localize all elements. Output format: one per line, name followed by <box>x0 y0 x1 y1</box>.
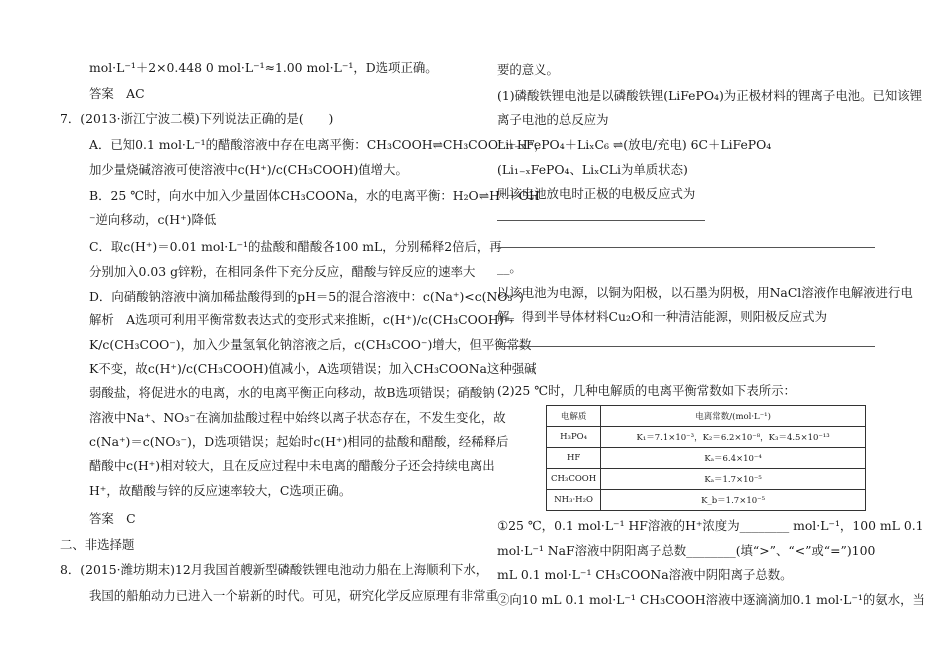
table-cell: HF <box>547 448 601 469</box>
analysis-line: K不变，故c(H⁺)/c(CH₃COOH)值减小，A选项错误；加入CH₃COONa这种强碱 <box>89 361 537 376</box>
text-line: 则该电池放电时正极的电极反应式为 <box>497 186 696 201</box>
analysis-line: H⁺，故醋酸与锌的反应速率较大，C选项正确。 <box>89 483 352 498</box>
table-row <box>547 427 866 448</box>
answer-blank[interactable] <box>497 247 875 248</box>
text-line: (Li₁₋ₓFePO₄、LiₓCLi为单质状态) <box>497 162 688 177</box>
table-row <box>547 469 866 490</box>
table-cell: Kₐ＝1.7×10⁻⁵ <box>601 469 866 490</box>
table-header-row <box>547 406 866 427</box>
table-cell: H₃PO₄ <box>547 427 601 448</box>
text-line: mol·L⁻¹ NaF溶液中阴阳离子总数________(填“>”、“<”或“=”)100 <box>497 543 876 558</box>
text-line: mL 0.1 mol·L⁻¹ CH₃COONa溶液中阴阳离子总数。 <box>497 567 793 582</box>
table-row <box>547 448 866 469</box>
text-line: 要的意义。 <box>497 62 559 77</box>
table-row <box>547 490 866 511</box>
answer-line: 答案 AC <box>89 86 145 101</box>
text-line: ①25 ℃，0.1 mol·L⁻¹ HF溶液的H⁺浓度为________ mol·L⁻¹，100 mL 0.1 <box>497 518 924 533</box>
text-line: ⁻逆向移动，c(H⁺)降低 <box>89 212 217 227</box>
table-cell: CH₃COOH <box>547 469 601 490</box>
text-line: mol·L⁻¹＋2×0.448 0 mol·L⁻¹≈1.00 mol·L⁻¹，D选项正确。 <box>89 60 438 75</box>
option-a: A．已知0.1 mol·L⁻¹的醋酸溶液中存在电离平衡：CH₃COOH⇌CH₃COO⁻＋H⁺， <box>89 137 547 152</box>
ionization-constants-table <box>546 405 866 511</box>
text-line: 解，得到半导体材料Cu₂O和一种清洁能源，则阳极反应式为 <box>497 309 827 324</box>
reaction-equation: Li₁₋ₓFePO₄＋LiₓC₆ ⇌(放电/充电) 6C＋LiFePO₄ <box>497 137 772 152</box>
text-line: 加少量烧碱溶液可使溶液中c(H⁺)/c(CH₃COOH)值增大。 <box>89 162 408 177</box>
answer-blank[interactable] <box>497 346 875 347</box>
question-title: 7．(2013·浙江宁波二模)下列说法正确的是( ) <box>60 111 334 126</box>
table-cell: NH₃·H₂O <box>547 490 601 511</box>
analysis-line: 解析 A选项可利用平衡常数表达式的变形式来推断，c(H⁺)/c(CH₃COOH)＝ <box>89 312 516 327</box>
table-header-cell: 电解质 <box>547 406 601 427</box>
analysis-line: K/c(CH₃COO⁻)，加入少量氢氧化钠溶液之后，c(CH₃COO⁻)增大，但平衡常数 <box>89 337 532 352</box>
analysis-line: 醋酸中c(H⁺)相对较大，且在反应过程中未电离的醋酸分子还会持续电离出 <box>89 458 495 473</box>
text-line: 分别加入0.03 g锌粉，在相同条件下充分反应，醋酸与锌反应的速率大 <box>89 264 476 279</box>
text-line: __。 <box>497 260 522 275</box>
question-title: 8．(2015·潍坊期末)12月我国首艘新型磷酸铁锂电池动力船在上海顺利下水， <box>60 562 489 577</box>
table-header-cell: 电离常数/(mol·L⁻¹) <box>601 406 866 427</box>
table-cell: Kₐ＝6.4×10⁻⁴ <box>601 448 866 469</box>
text-line: 以该电池为电源，以铜为阳极，以石墨为阴极，用NaCl溶液作电解液进行电 <box>497 285 913 300</box>
option-c: C．取c(H⁺)＝0.01 mol·L⁻¹的盐酸和醋酸各100 mL，分别稀释2倍后，再 <box>89 239 502 254</box>
text-line: (2)25 ℃时，几种电解质的电离平衡常数如下表所示： <box>497 383 796 398</box>
analysis-line: c(Na⁺)＝c(NO₃⁻)，D选项错误；起始时c(H⁺)相同的盐酸和醋酸，经稀释后 <box>89 434 509 449</box>
option-d: D．向硝酸钠溶液中滴加稀盐酸得到的pH＝5的混合溶液中：c(Na⁺)<c(NO₃⁻) <box>89 289 524 304</box>
text-line: 离子电池的总反应为 <box>497 112 609 127</box>
analysis-line: 弱酸盐，将促进水的电离，水的电离平衡正向移动，故B选项错误；硝酸钠 <box>89 385 495 400</box>
table-cell: K₁＝7.1×10⁻³，K₂＝6.2×10⁻⁸，K₃＝4.5×10⁻¹³ <box>601 427 866 448</box>
option-b: B．25 ℃时，向水中加入少量固体CH₃COONa，水的电离平衡：H₂O⇌H⁺＋OH <box>89 188 540 203</box>
analysis-line: 溶液中Na⁺、NO₃⁻在滴加盐酸过程中始终以离子状态存在，不发生变化，故 <box>89 410 506 425</box>
text-line: (1)磷酸铁锂电池是以磷酸铁锂(LiFePO₄)为正极材料的锂离子电池。已知该锂 <box>497 88 923 103</box>
table-cell: K_b＝1.7×10⁻⁵ <box>601 490 866 511</box>
section-heading: 二、非选择题 <box>60 537 135 552</box>
answer-blank[interactable] <box>497 220 705 221</box>
text-line: 我国的船舶动力已进入一个崭新的时代。可见，研究化学反应原理有非常重 <box>89 588 498 603</box>
answer-line: 答案 C <box>89 511 136 526</box>
text-line: ②向10 mL 0.1 mol·L⁻¹ CH₃COOH溶液中逐滴滴加0.1 mol·L⁻¹的氨水，当 <box>497 592 925 607</box>
